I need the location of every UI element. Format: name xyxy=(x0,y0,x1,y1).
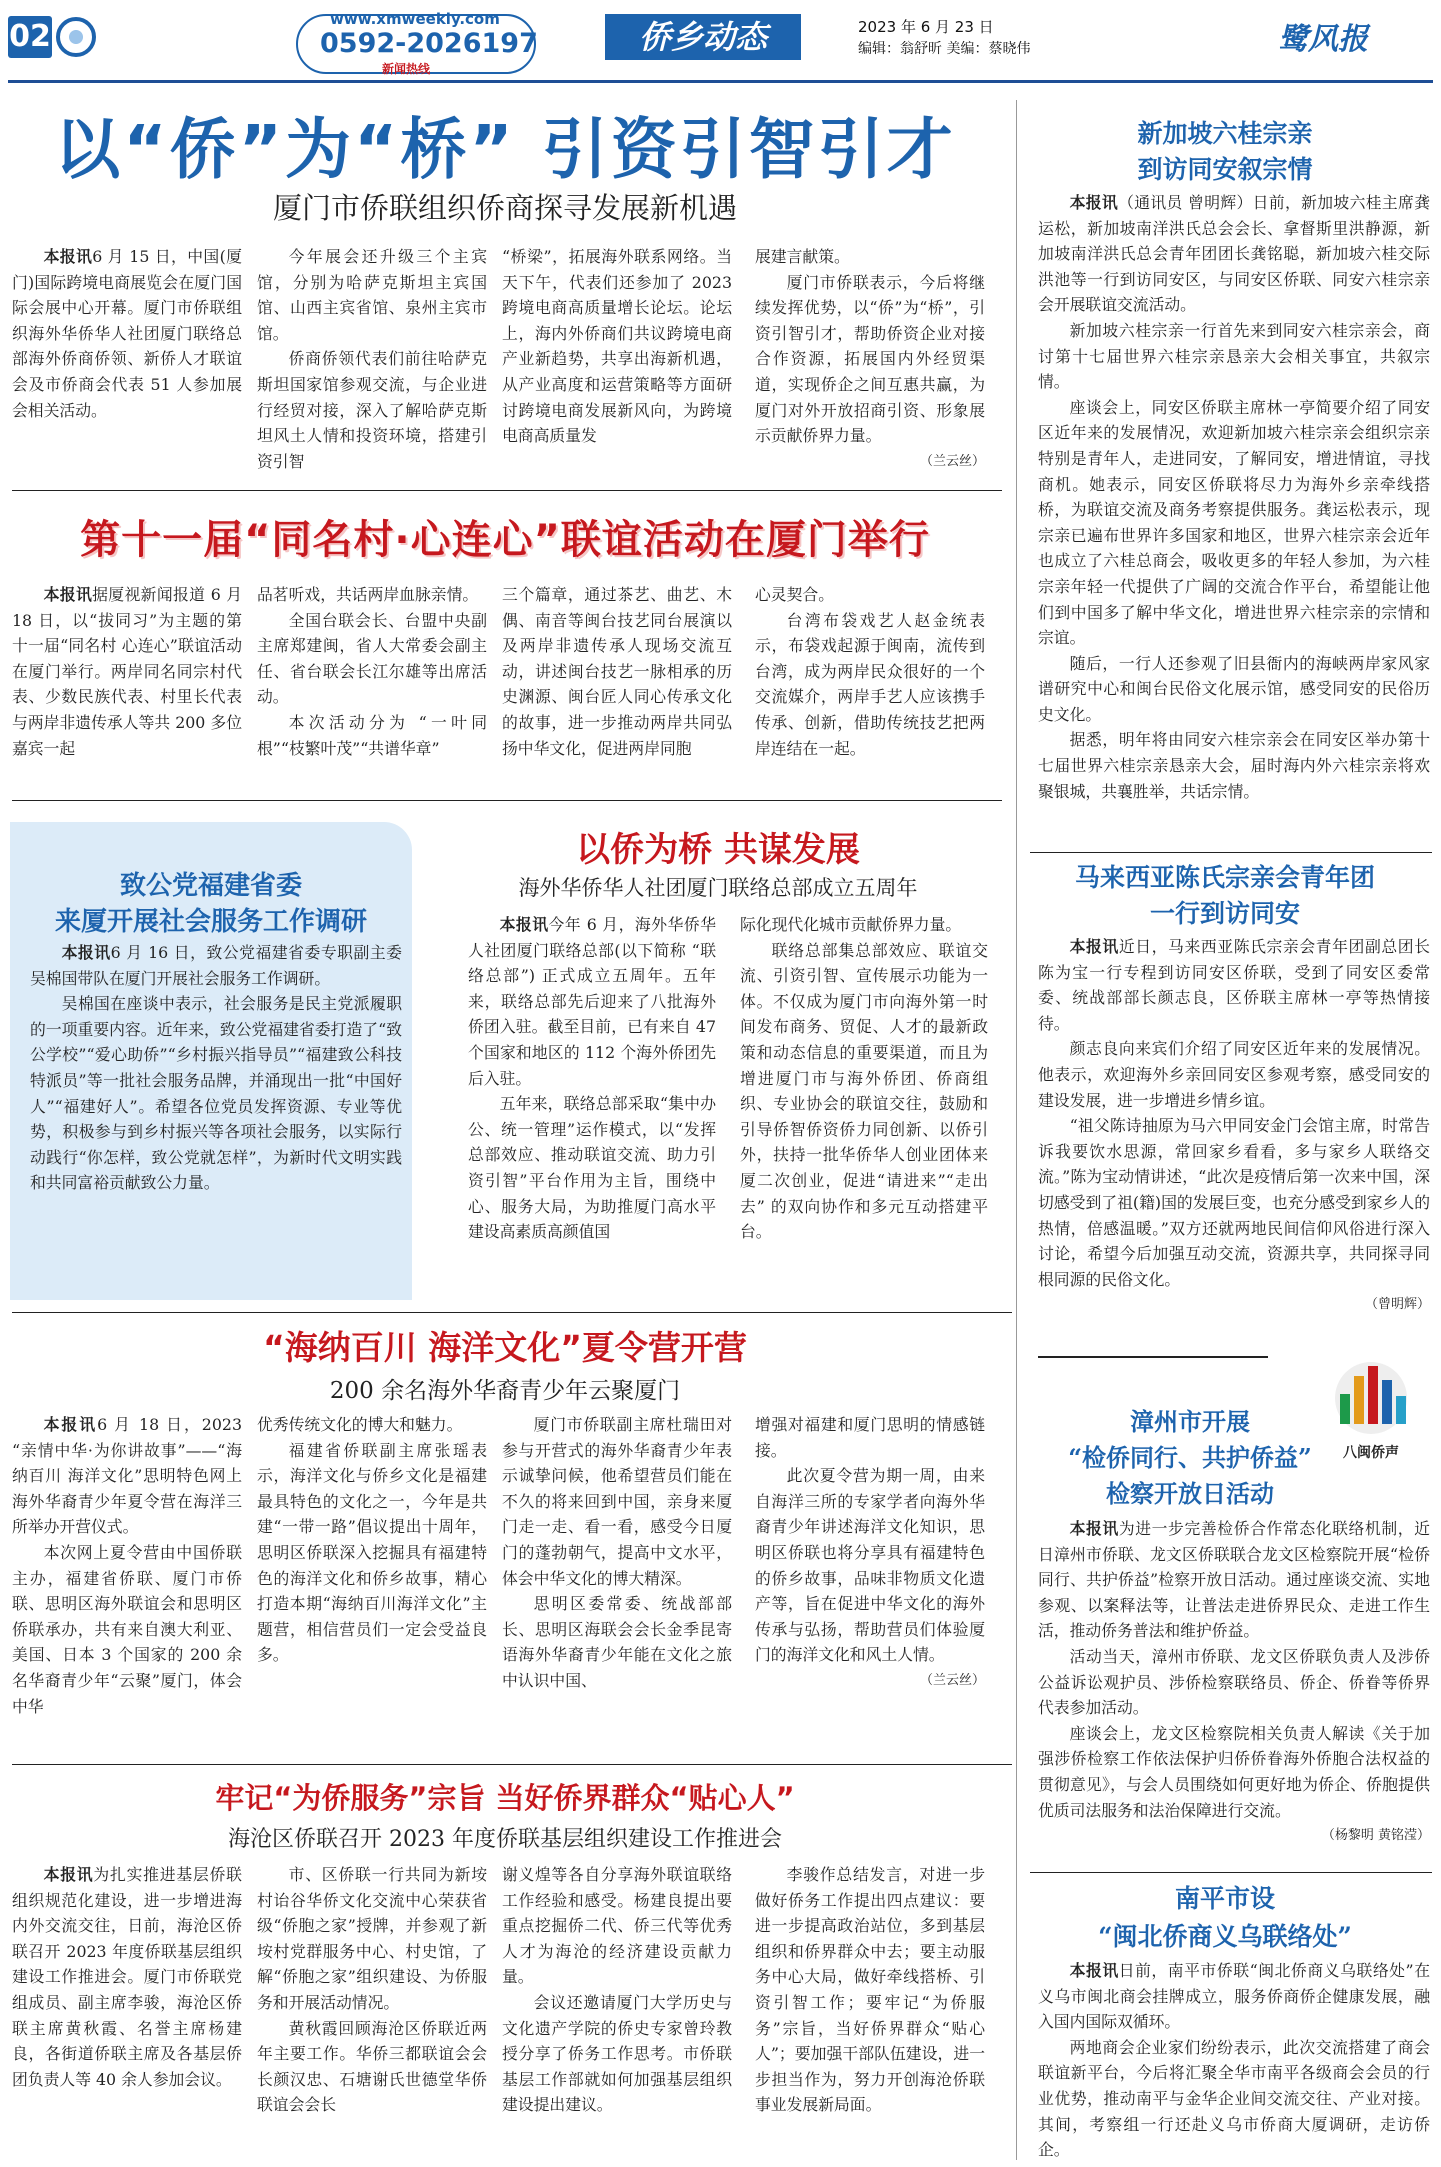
column-2: 今年展会还升级三个主宾馆，分别为哈萨克斯坦主宾国馆、山西主宾省馆、泉州主宾市馆。 侨商侨领代表们前往哈萨克斯坦国家馆参观交流，与企业进行经贸对接，深入了解哈萨克斯坦风土人情和投资环境，搭建引资引智 xyxy=(257,247,487,471)
headline: 以“侨”为“桥” 引资引智引才 xyxy=(54,111,956,188)
article-body: 本报讯为进一步完善检侨合作常态化联络机制，近日漳州市侨联、龙文区侨联联合龙文区检察院开展“检侨同行、共护侨益”检察开放日活动。通过座谈交流、实地参观、以案释法等，让普法走进侨界民众、走进工作生活，推动侨务普法和维护侨益。 活动当天，漳州市侨联、龙文区侨联负责人及涉侨公益诉讼观护员、涉侨检察联络员、侨企、侨眷等侨界代表参加活动。 座谈会上，龙文区检察院相关负责人解读《关于加强涉侨检察工作依法保护归侨侨眷海外侨胞合法权益的贯彻意见》，与会人员围绕如何更好地为侨企、侨胞提供优质司法服务和法治保障进行交流。 （杨黎明 黄铭滢） xyxy=(1038,1519,1430,1844)
column-4: 增强对福建和厦门思明的情感链接。 此次夏令营为期一周，由来自海洋三所的专家学者向海外华裔青少年讲述海洋文化知识，思明区侨联也将分享具有福建特色的侨乡故事，品味非物质文化遗产等，旨在促进中华文化的海外传承与弘扬，帮助营员们体验厦门的海洋文化和风土人情。 （兰云丝） xyxy=(755,1415,985,1688)
masthead-emblem-icon xyxy=(56,17,96,57)
article-body: 本报讯（通讯员 曾明辉）日前，新加坡六桂主席龚运松，新加坡南洋洪氏总会会长、拿督斯里洪静源，新加坡南洋洪氏总会青年团团长龚铭聪，新加坡六桂交际洪池等一行到访同安区，与同安区侨联、同安六桂宗亲会开展联谊交流活动。 新加坡六桂宗亲一行首先来到同安六桂宗亲会，商讨第十七届世界六桂宗亲恳亲大会相关事宜，共叙宗情。 座谈会上，同安区侨联主席林一亭简要介绍了同安区近年来的发展情况，欢迎新加坡六桂宗亲会组织宗亲特别是青年人，走进同安，了解同安，增进情谊，寻找商机。她表示，同安区侨联将尽力为海外乡亲牵线搭桥，为联谊交流及商务考察提供服务。龚运松表示，现宗亲已遍布世界许多国家和地区，世界六桂宗亲会近年也成立了六桂总商会，吸收更多的年轻人参加，为六桂宗亲年轻一代提供了广阔的交流合作平台，希望能让他们到中国多了解中华文化，增进世界六桂宗亲的宗情和宗谊。 随后，一行人还参观了旧县衙内的海峡两岸家风家谱研究中心和闽台民俗文化展示馆，感受同安的民俗历史文化。 据悉，明年将由同安六桂宗亲会在同安区举办第十七届世界六桂宗亲恳亲大会，届时海内外六桂宗亲将欢聚银城，共襄胜举，共话宗情。 xyxy=(1038,193,1430,801)
column-3: “桥梁”，拓展海外联系网络。当天下午，代表们还参加了 2023 跨境电商高质量增长论坛。论坛上，海内外侨商们共议跨境电商产业新趋势，共享出海新机遇，从产业高度和运营策略等方面研讨跨境电商发展新风向，为跨境电商高质量发 xyxy=(502,247,732,446)
headline: 以侨为桥 共谋发展 xyxy=(576,830,860,870)
headline: 致公党福建省委 来厦开展社会服务工作调研 xyxy=(54,871,367,937)
headline: “海纳百川 海洋文化”夏令营开营 xyxy=(263,1328,747,1367)
column-4: 展建言献策。 厦门市侨联表示，今后将继续发挥优势，以“侨”为“桥”，引资引智引才，帮助侨资企业对接合作资源，拓展国内外经贸渠道，实现侨企之间互惠共赢，为厦门对外开放招商引资、形象展示贡献侨界力量。 （兰云丝） xyxy=(755,247,985,469)
article-body: 本报讯近日，马来西亚陈氏宗亲会青年团副总团长陈为宝一行专程到访同安区侨联，受到了同安区委常委、统战部部长颜志良，区侨联主席林一亭等热情接待。 颜志良向来宾们介绍了同安区近年来的发展情况。他表示，欢迎海外乡亲回同安区参观考察，感受同安的建设发展，进一步增进乡情乡谊。 “祖父陈诗抽原为马六甲同安金门会馆主席，时常告诉我要饮水思源，常回家乡看看，多与家乡人联络交流。”陈为宝动情讲述，“此次是疫情后第一次来中国，深切感受到了祖(籍)国的发展巨变，也充分感受到家乡人的热情，倍感温暖。”双方还就两地民间信仰风俗进行深入讨论，希望今后加强互动交流，资源共享，共同探寻同根同源的民俗文化。 （曾明辉） xyxy=(1038,937,1430,1313)
headline: 新加坡六桂宗亲 到访同安叙宗情 xyxy=(1137,119,1313,184)
hotline-number: 0592-2026197 xyxy=(320,28,538,59)
column-1: 本报讯为扎实推进基层侨联组织规范化建设，进一步增进海内外交流交往，日前，海沧区侨联召开 2023 年度侨联基层组织建设工作推进会。厦门市侨联党组成员、副主席李骏，海沧区侨联主席黄秋霞、名誉主席杨建良，各街道侨联主席及各基层侨团负责人等 40 余人参加会议。 xyxy=(12,1865,242,2089)
column-1: 本报讯6 月 15 日，中国(厦门)国际跨境电商展览会在厦门国际会展中心开幕。厦门市侨联组织海外华侨华人社团厦门联络总部海外侨商侨领、新侨人才联谊会及市侨商会代表 51 人参加展会相关活动。 xyxy=(12,247,242,420)
headline: 第十一届“同名村·心连心”联谊活动在厦门举行 xyxy=(80,517,930,563)
section-title: 侨乡动态 xyxy=(605,14,801,60)
subheadline: 200 余名海外华裔青少年云聚厦门 xyxy=(329,1378,681,1404)
column-1: 本报讯6 月 18 日，2023 “亲情中华·为你讲故事”——“海纳百川 海洋文化”思明特色网上海外华裔青少年夏令营在海洋三所举办开营仪式。 本次网上夏令营由中国侨联主办，福建省侨联、厦门市侨联、思明区海外联谊会和思明区侨联承办，共有来自澳大利亚、美国、日本 3 个国家的 200 余名华裔青少年“云聚”厦门，体会中华 xyxy=(12,1415,242,1716)
logo-caption: 八闽侨声 xyxy=(1343,1445,1399,1461)
column-2: 品茗听戏，共话两岸血脉亲情。 全国台联会长、台盟中央副主席郑建闽，省人大常委会副主任、省台联会长江尔雄等出席活动。 本次活动分为 “一叶同根”“枝繁叶茂”“共谱华章” xyxy=(257,585,487,758)
article-body: 本报讯日前，南平市侨联“闽北侨商义乌联络处”在义乌市闽北商会挂牌成立，服务侨商侨企健康发展，融入国内国际双循环。 两地商会企业家们纷纷表示，此次交流搭建了商会联谊新平台，今后将汇聚全华市南平各级商会会员的行业优势，推动南平与金华企业间交流交往、产业对接。其间，考察组一行还赴义乌市侨商大厦调研，走访侨企。 xyxy=(1038,1961,1430,2160)
column-4: 李骏作总结发言，对进一步做好侨务工作提出四点建议：要进一步提高政治站位，多到基层组织和侨界群众中去；要主动服务中心大局，做好牵线搭桥、引资引智工作；要牢记“为侨服务”宗旨，当好侨界群众“贴心人”；要加强干部队伍建设，进一步担当作为，努力开创海沧侨联事业发展新局面。 xyxy=(755,1865,985,2115)
column-1: 本报讯据厦视新闻报道 6 月 18 日，以“拔同习”为主题的第十一届“同名村 心连心”联谊活动在厦门举行。两岸同名同宗村代表、少数民族代表、村里长代表与两岸非遗传承人等共 200 多位嘉宾一起 xyxy=(12,585,242,758)
column-2: 际化现代化城市贡献侨界力量。 联络总部集总部效应、联谊交流、引资引智、宣传展示功能为一体。不仅成为厦门市向海外第一时间发布商务、贸促、人才的最新政策和动态信息的重要渠道，而且为增进厦门市与海外侨团、侨商组织、专业协会的联谊交往，鼓励和引导侨智侨资侨力同创新、以侨引外，扶持一批华侨华人创业团体来厦二次创业，促进“请进来”“走出去” 的双向协作和多元互动搭建平台。 xyxy=(740,915,988,1242)
column-2: 市、区侨联一行共同为新垵村诒谷华侨文化交流中心荣获省级“侨胞之家”授牌，并参观了新垵村党群服务中心、村史馆，了解“侨胞之家”组织建设、为侨服务和开展活动情况。 黄秋霞回顾海沧区侨联近两年主要工作。华侨三都联谊会会长颜汉忠、石塘谢氏世德堂华侨联谊会会长 xyxy=(257,1865,487,2115)
editors: 编辑：翁舒昕 美编：蔡晓伟 xyxy=(858,41,1031,57)
headline: 漳州市开展 “检侨同行、共护侨益” 检察开放日活动 xyxy=(1068,1407,1312,1508)
column-4: 心灵契合。 台湾布袋戏艺人赵金统表示，布袋戏起源于闽南，流传到台湾，成为两岸民众很好的一个交流媒介，两岸手艺人应该携手传承、创新，借助传统技艺把两岸连结在一起。 xyxy=(755,585,985,758)
headline: 牢记“为侨服务”宗旨 当好侨界群众“贴心人” xyxy=(215,1781,795,1815)
column-3: 谢义煌等各自分享海外联谊联络工作经验和感受。杨建良提出要重点挖掘侨二代、侨三代等优秀人才为海沧的经济建设贡献力量。 会议还邀请厦门大学历史与文化遗产学院的侨史专家曾玲教授分享了侨务工作思考。市侨联基层工作部就如何加强基层组织建设提出建议。 xyxy=(502,1865,732,2115)
headline: 马来西亚陈氏宗亲会青年团 一行到访同安 xyxy=(1074,863,1375,928)
paper-name: 鹭风报 xyxy=(1278,22,1368,57)
issue-date: 2023 年 6 月 23 日 xyxy=(858,18,994,36)
headline: 南平市设 “闽北侨商义乌联络处” xyxy=(1098,1884,1352,1951)
column-1: 本报讯今年 6 月，海外华侨华人社团厦门联络总部(以下简称 “联络总部”) 正式成立五周年。五年来，联络总部先后迎来了八批海外侨团入驻。截至目前，已有来自 47 个国家和地区的 112 个海外侨团先后入驻。 五年来，联络总部采取“集中办公、统一管理”运作模式，以“发挥总部效应、推动联谊交流、助力引资引智”平台作用为主旨，围绕中心、服务大局，为助推厦门高水平建设高素质高颜值国 xyxy=(468,915,716,1242)
article-zhigong-party xyxy=(10,822,412,1300)
column-2: 优秀传统文化的博大和魅力。 福建省侨联副主席张瑶表示，海洋文化与侨乡文化是福建最具特色的文化之一，今年是共建“一带一路”倡议提出十周年，思明区侨联深入挖掘具有福建特色的海洋文化和侨乡故事，精心打造本期“海纳百川海洋文化”主题营，相信营员们一定会受益良多。 xyxy=(257,1415,487,1665)
page-number: 02 xyxy=(8,16,52,58)
article-body: 本报讯6 月 16 日，致公党福建省委专职副主委吴棉国带队在厦门开展社会服务工作调研。 吴棉国在座谈中表示，社会服务是民主党派履职的一项重要内容。近年来，致公党福建省委打造了“致公学校”“爱心助侨”“乡村振兴指导员”“福建致公科技特派员”等一批社会服务品牌，并涌现出一批“中国好人”“福建好人”。希望各位党员发挥资源、专业等优势，积极参与到乡村振兴等各项社会服务，以实际行动践行“你怎样，致公党就怎样”，为新时代文明实践和共同富裕贡献致公力量。 xyxy=(30,943,402,1193)
subheadline: 厦门市侨联组织侨商探寻发展新机遇 xyxy=(272,191,737,225)
site-url: www.xmweekly.com xyxy=(330,10,500,28)
column-3: 三个篇章，通过茶艺、曲艺、木偶、南音等闽台技艺同台展演以及两岸非遗传承人现场交流互动，讲述闽台技艺一脉相承的历史渊源、闽台匠人同心传承文化的故事，进一步推动两岸共同弘扬中华文化，促进两岸同胞 xyxy=(502,585,732,758)
hotline-label: 新闻热线 xyxy=(382,62,431,76)
subheadline: 海沧区侨联召开 2023 年度侨联基层组织建设工作推进会 xyxy=(228,1827,782,1852)
column-3: 厦门市侨联副主席杜瑞田对参与开营式的海外华裔青少年表示诚挚问候，他希望营员们能在不久的将来回到中国，亲身来厦门走一走、看一看，感受今日厦门的蓬勃朝气，提高中文水平，体会中华文化的博大精深。 思明区委常委、统战部部长、思明区海联会会长金季昆寄语海外华裔青少年能在文化之旅中认识中国、 xyxy=(502,1415,732,1690)
subheadline: 海外华侨华人社团厦门联络总部成立五周年 xyxy=(518,876,918,900)
